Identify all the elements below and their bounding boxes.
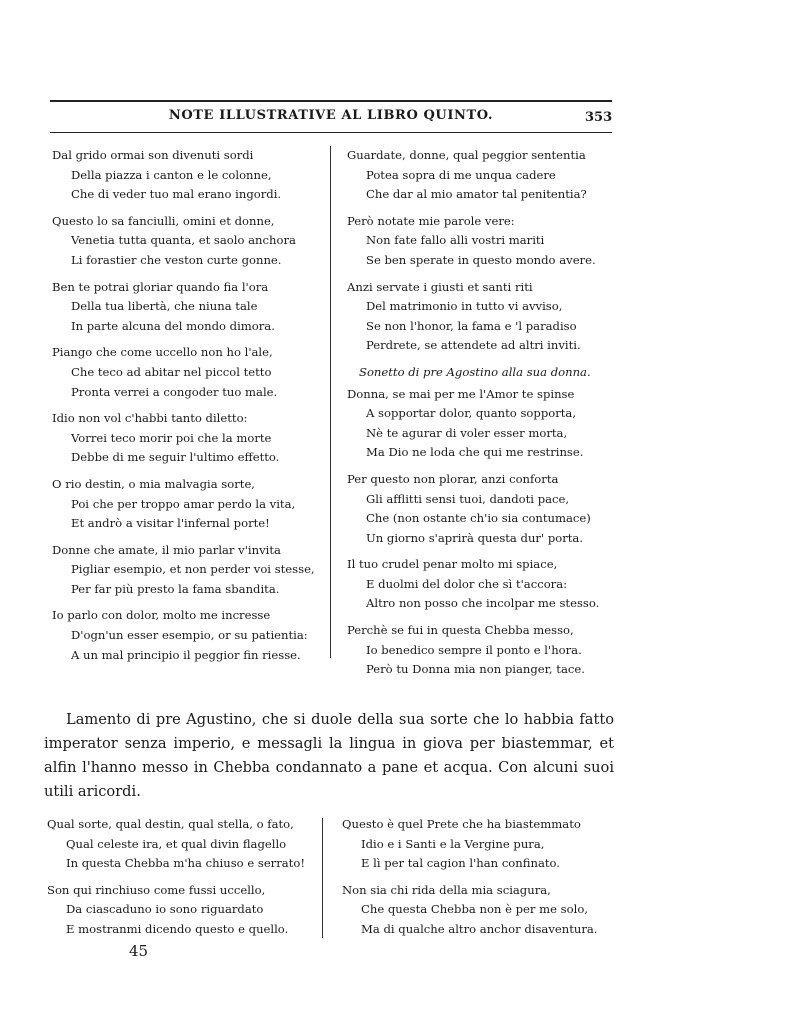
- verse-line: Donne che amate, il mio parlar v'invita: [52, 542, 281, 557]
- verse-line: Anzi servate i giusti et santi riti: [347, 279, 533, 294]
- verse-line: E mostranmi dicendo questo e quello.: [66, 921, 289, 936]
- verse-line: Perchè se fui in questa Chebba messo,: [347, 623, 574, 638]
- stanza: [342, 881, 597, 940]
- stanza: [52, 212, 315, 271]
- stanza: [342, 815, 597, 874]
- stanza: [52, 475, 315, 534]
- verse-line: Però tu Donna mia non pianger, tace.: [366, 662, 585, 677]
- verse-line: Della piazza i canton e le colonne,: [71, 167, 272, 182]
- stanza: [52, 278, 315, 337]
- verse-line: A sopportar dolor, quanto sopporta,: [366, 406, 577, 421]
- verse-line: Il tuo crudel penar molto mi spiace,: [347, 557, 558, 572]
- stanza: [52, 343, 315, 402]
- verse-line: Della tua libertà, che niuna tale: [71, 299, 258, 314]
- lament-heading-paragraph: [44, 708, 614, 804]
- column-divider-top: [330, 146, 331, 658]
- verse-line: Guardate, donne, qual peggior sententia: [347, 148, 586, 162]
- verse-line: A un mal principio il peggior fin riesse.: [71, 647, 301, 662]
- verse-line: Se ben sperate in questo mondo avere.: [366, 252, 596, 267]
- verse-line: Non fate fallo alli vostri mariti: [366, 233, 545, 248]
- verse-line: Idio non vol c'habbi tanto diletto:: [52, 411, 248, 426]
- lament-heading-text: Lamento di pre Agustino, che si duole della sua sorte che lo habbia fatto imperator senza imperio, e messagli la lingua in giova per biastemmar, et alfin l'hanno messo in Chebba condannato a pane et acqua. Con alcuni suoi utili aricordi.: [44, 711, 614, 800]
- verse-line: Perdrete, se attendete ad altri inviti.: [366, 338, 581, 353]
- signature-mark: 45: [129, 942, 149, 960]
- bottom-right-column: [342, 815, 597, 947]
- verse-line: Poi che per troppo amar perdo la vita,: [71, 496, 296, 511]
- running-header: NOTE ILLUSTRATIVE AL LIBRO QUINTO.: [168, 108, 494, 123]
- header-rule-top: [50, 100, 612, 102]
- verse-line: Altro non posso che incolpar me stesso.: [366, 596, 600, 611]
- verse-line: Però notate mie parole vere:: [347, 213, 515, 228]
- verse-line: Questo lo sa fanciulli, omini et donne,: [52, 213, 275, 228]
- sonnet-body: [347, 385, 599, 680]
- verse-line: Vorrei teco morir poi che la morte: [71, 430, 272, 445]
- verse-line: Io parlo con dolor, molto me incresse: [52, 608, 271, 623]
- verse-line: Idio e i Santi e la Vergine pura,: [361, 836, 545, 851]
- stanza: [347, 278, 599, 356]
- verse-line: Dal grido ormai son divenuti sordi: [52, 148, 254, 162]
- verse-line: Venetia tutta quanta, et saolo anchora: [71, 233, 296, 248]
- verse-line: Et andrò a visitar l'infernal porte!: [71, 516, 270, 531]
- verse-line: Io benedico sempre il ponto e l'hora.: [366, 642, 582, 657]
- verse-line: In parte alcuna del mondo dimora.: [71, 318, 275, 333]
- verse-line: Non sia chi rida della mia sciagura,: [342, 882, 551, 897]
- verse-line: In questa Chebba m'ha chiuso e serrato!: [66, 856, 305, 871]
- verse-line: Donna, se mai per me l'Amor te spinse: [347, 386, 575, 401]
- stanza: [347, 470, 599, 548]
- verse-line: Qual sorte, qual destin, qual stella, o fato,: [47, 817, 294, 831]
- verse-line: Gli afflitti sensi tuoi, dandoti pace,: [366, 491, 570, 506]
- top-right-column: [347, 146, 599, 687]
- stanza: [52, 146, 315, 205]
- verse-line: Che dar al mio amator tal penitentia?: [366, 187, 587, 202]
- stanza: [52, 606, 315, 665]
- verse-line: Qual celeste ira, et qual divin flagello: [66, 836, 287, 851]
- bottom-left-column: [47, 815, 305, 947]
- verse-line: Del matrimonio in tutto vi avviso,: [366, 299, 563, 314]
- stanza: [52, 409, 315, 468]
- verse-line: Pronta verrei a congoder tuo male.: [71, 384, 278, 399]
- verse-line: Ma Dio ne loda che qui me restrinse.: [366, 445, 584, 460]
- verse-line: Un giorno s'aprirà questa dur' porta.: [366, 530, 584, 545]
- verse-line: Che questa Chebba non è per me solo,: [361, 902, 588, 917]
- verse-line: D'ogn'un esser esempio, or su patientia:: [71, 628, 308, 643]
- stanza: [52, 541, 315, 600]
- header-rule-bottom: [50, 132, 612, 133]
- verse-line: E duolmi del dolor che sì t'accora:: [366, 576, 568, 591]
- stanza: [47, 815, 305, 874]
- stanza: [347, 146, 599, 205]
- verse-line: E lì per tal cagion l'han confinato.: [361, 856, 560, 871]
- verse-line: O rio destin, o mia malvagia sorte,: [52, 476, 255, 491]
- verse-line: Per questo non plorar, anzi conforta: [347, 471, 559, 486]
- verse-line: Potea sopra di me unqua cadere: [366, 167, 556, 182]
- stanza: [347, 621, 599, 680]
- sonnet-title: Sonetto di pre Agostino alla sua donna.: [359, 364, 591, 379]
- verse-line: Per far più presto la fama sbandita.: [71, 581, 280, 596]
- top-left-column: [52, 146, 315, 672]
- column-divider-bottom: [322, 818, 323, 938]
- stanza: [47, 881, 305, 940]
- verse-line: Questo è quel Prete che ha biastemmato: [342, 817, 581, 831]
- verse-line: Debbe di me seguir l'ultimo effetto.: [71, 450, 280, 465]
- page-number: 353: [585, 110, 613, 125]
- verse-line: Li forastier che veston curte gonne.: [71, 252, 282, 267]
- stanza: [347, 555, 599, 614]
- verse-line: Che (non ostante ch'io sia contumace): [366, 511, 591, 526]
- stanza: [347, 385, 599, 463]
- verse-line: Son qui rinchiuso come fussi uccello,: [47, 882, 266, 897]
- verse-line: Se non l'honor, la fama e 'l paradiso: [366, 318, 577, 333]
- verse-line: Ma di qualche altro anchor disaventura.: [361, 921, 598, 936]
- verse-line: Pigliar esempio, et non perder voi stesse,: [71, 562, 315, 577]
- verse-line: Ben te potrai gloriar quando fia l'ora: [52, 279, 269, 294]
- stanza: [347, 212, 599, 271]
- verse-line: Che di veder tuo mal erano ingordi.: [71, 187, 282, 202]
- verse-line: Che teco ad abitar nel piccol tetto: [71, 364, 272, 379]
- poem-continuation: [347, 146, 599, 356]
- verse-line: Nè te agurar di voler esser morta,: [366, 425, 568, 440]
- verse-line: Piango che come uccello non ho l'ale,: [52, 345, 273, 360]
- verse-line: Da ciascaduno io sono riguardato: [66, 902, 264, 917]
